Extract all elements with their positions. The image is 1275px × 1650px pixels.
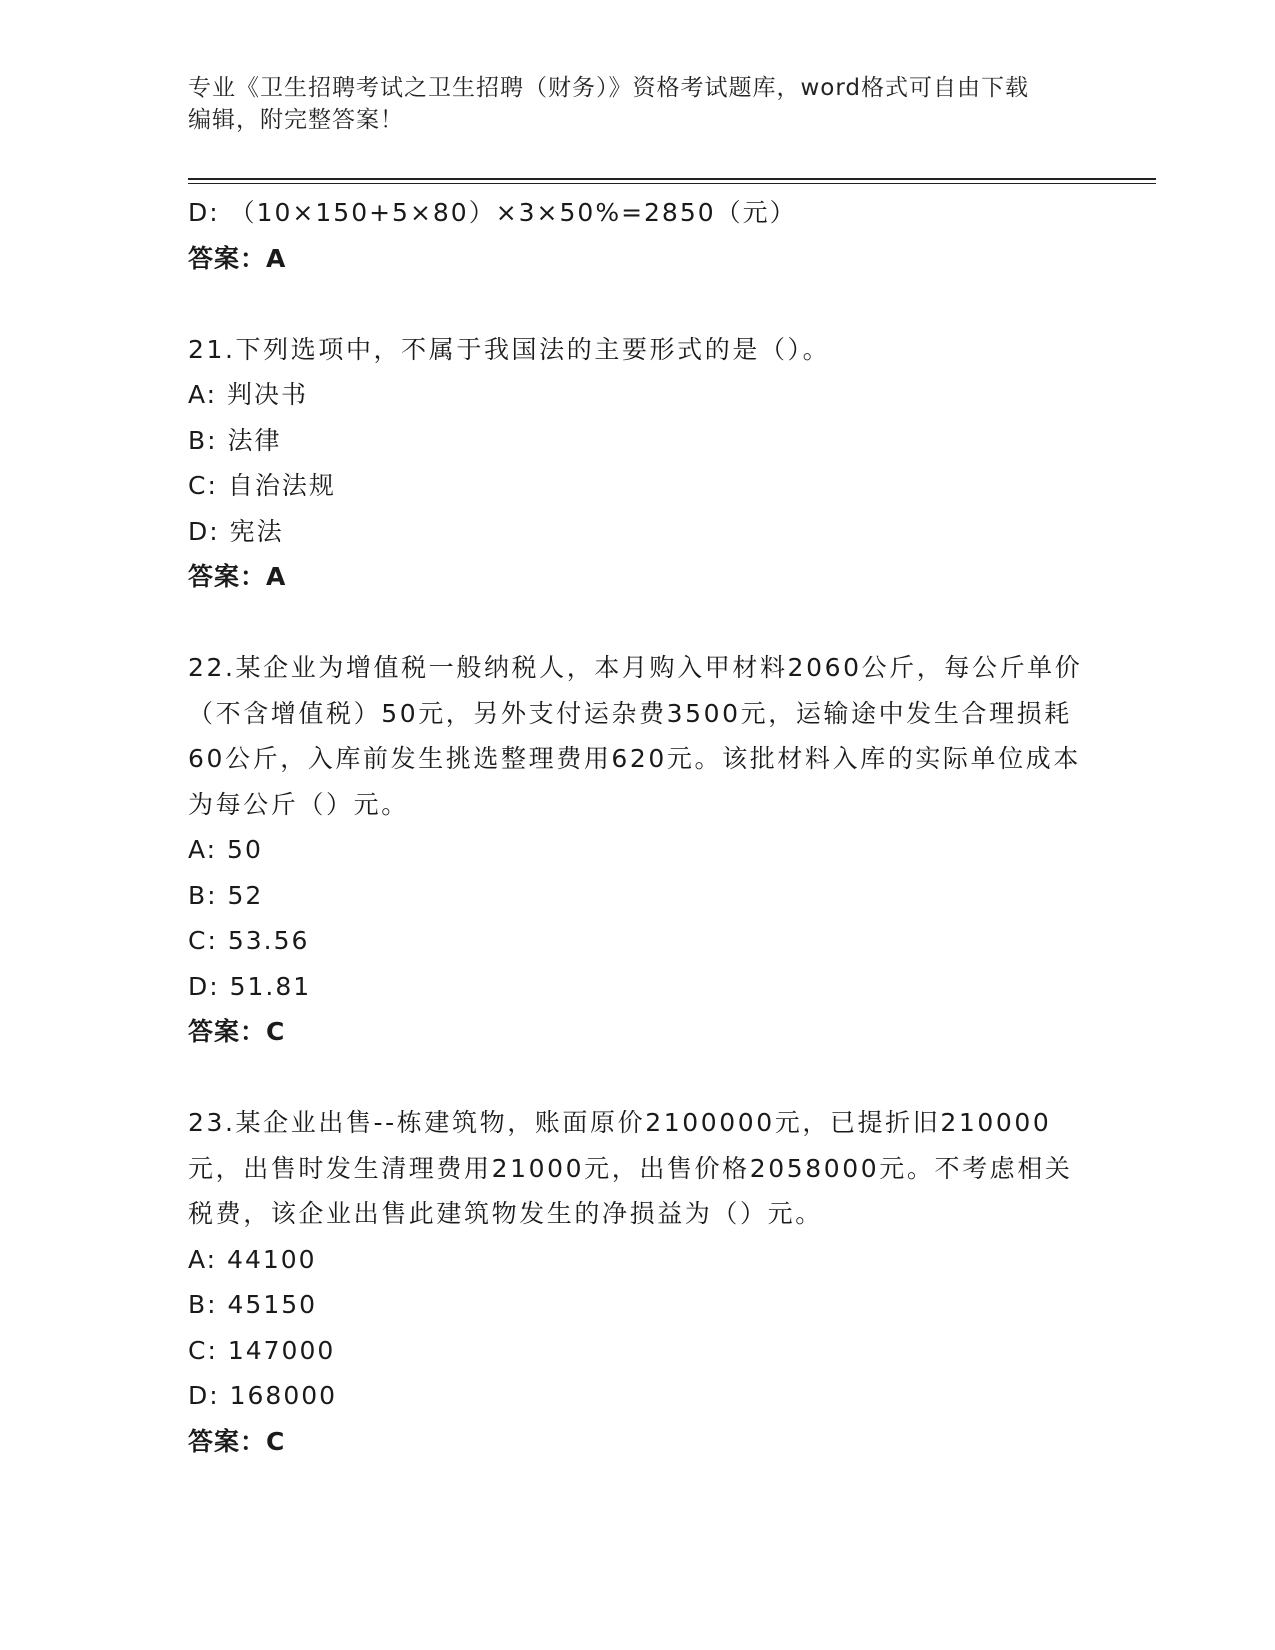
question-stem: 21.下列选项中，不属于我国法的主要形式的是（）。	[188, 334, 831, 364]
header-line-1: 专业《卫生招聘考试之卫生招聘（财务）》资格考试题库，word格式可自由下载	[188, 75, 1030, 101]
spacer	[188, 600, 1088, 646]
option-b: B: 法律	[188, 425, 282, 455]
answer: 答案：C	[188, 1426, 286, 1456]
option-b: B: 52	[188, 880, 264, 910]
prev-option-d: D: （10×150+5×80）×3×50%=2850（元）	[188, 198, 797, 227]
question-23	[188, 1100, 1088, 1464]
document-header	[188, 72, 1088, 136]
header-divider-thin	[188, 183, 1156, 184]
answer: 答案：A	[188, 562, 287, 591]
spacer	[188, 1055, 1088, 1101]
answer: 答案：C	[188, 1017, 286, 1046]
question-list	[188, 190, 1088, 1464]
question-stem: 23.某企业出售--栋建筑物，账面原价2100000元，已提折旧210000元，出售时发生清理费用21000元，出售价格2058000元。不考虑相关税费，该企业出售此建筑物发生的净损益为（）元。	[188, 1108, 1073, 1228]
option-d: D: 宪法	[188, 516, 284, 546]
option-d: D: 168000	[188, 1381, 338, 1410]
option-d: D: 51.81	[188, 971, 312, 1001]
header-line-2: 编辑，附完整答案！	[188, 107, 404, 133]
option-a: A: 50	[188, 835, 263, 864]
option-b: B: 45150	[188, 1290, 318, 1319]
option-a: A: 44100	[188, 1244, 317, 1274]
header-divider-thick	[188, 178, 1156, 180]
option-a: A: 判决书	[188, 380, 309, 409]
prev-answer: 答案：A	[188, 243, 287, 273]
option-c: C: 147000	[188, 1335, 336, 1365]
question-stem: 22.某企业为增值税一般纳税人，本月购入甲材料2060公斤，每公斤单价（不含增值税）50元，另外支付运杂费3500元，运输途中发生合理损耗60公斤，入库前发生挑选整理费用620元。该批材料入库的实际单位成本为每公斤（）元。	[188, 653, 1083, 819]
question-22	[188, 645, 1088, 1055]
spacer	[188, 281, 1088, 327]
option-c: C: 自治法规	[188, 471, 336, 500]
option-c: C: 53.56	[188, 926, 310, 955]
question-21	[188, 327, 1088, 600]
